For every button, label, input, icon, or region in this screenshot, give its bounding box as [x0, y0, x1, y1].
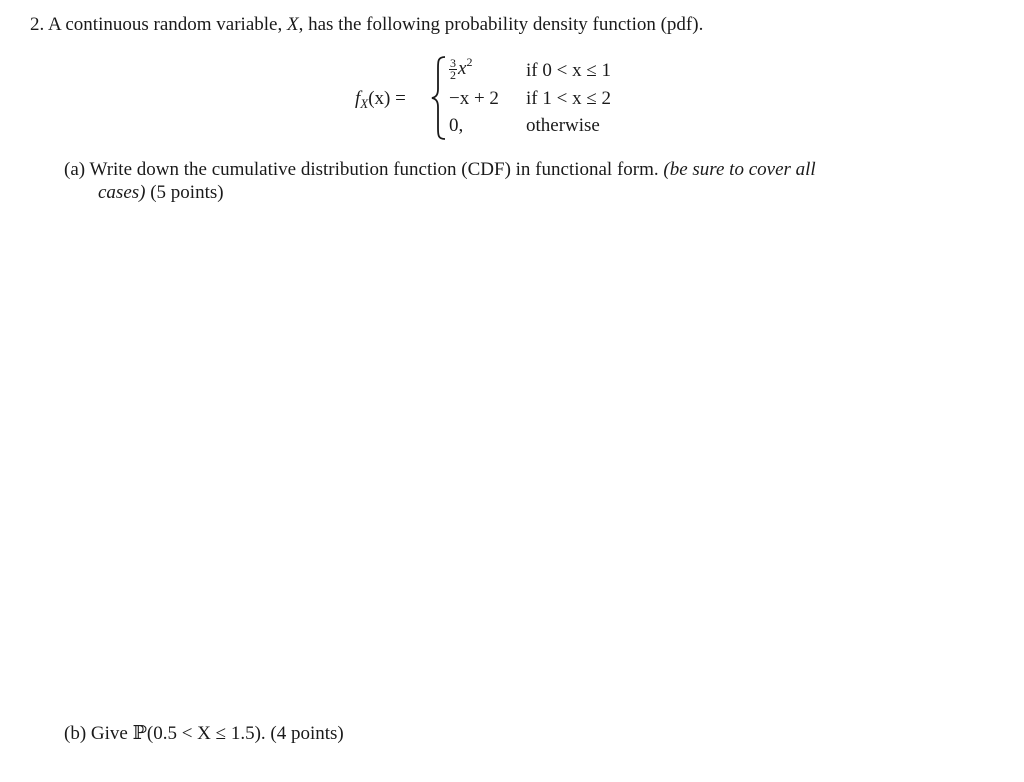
part-a-label: (a) [64, 159, 86, 180]
part-b [64, 722, 344, 745]
part-a-note-1: (be sure to cover all [663, 159, 816, 180]
part-a-text: Write down the cumulative distribution function (CDF) in functional form. [89, 159, 659, 180]
pdf-f: f [355, 88, 361, 109]
case-2-condition: if 1 < x ≤ 2 [526, 88, 611, 109]
part-a-note-2: cases) [98, 182, 146, 203]
question-intro-post: , has the following probability density function (pdf). [298, 14, 704, 35]
pdf-subscript: X [360, 96, 369, 111]
question-number: 2. [30, 14, 45, 35]
random-variable: X [286, 14, 299, 35]
case-3-expression: 0, [449, 115, 464, 136]
part-a-points: (5 points) [150, 182, 224, 203]
fraction: $\frac{3}{2}$ [450, 56, 456, 83]
part-b-points: (4 points) [270, 723, 344, 744]
question-intro-pre: A continuous random variable, [47, 14, 283, 35]
pdf-lhs [355, 88, 406, 110]
part-b-text: Give ℙ(0.5 < X ≤ 1.5). [90, 723, 266, 744]
case-3-condition: otherwise [526, 115, 600, 136]
pdf-lhs-rest: (x) = [368, 88, 406, 109]
case-1-expression: $\frac{3}{2}$ $x^2$ [450, 55, 473, 83]
part-b-label: (b) [64, 723, 87, 744]
part-a-continued [98, 182, 224, 204]
case-1-condition: if 0 < x ≤ 1 [526, 60, 611, 81]
case-2-expression: −x + 2 [449, 88, 499, 109]
left-brace-icon [431, 56, 447, 140]
part-a [64, 159, 816, 181]
question-header [30, 14, 703, 36]
